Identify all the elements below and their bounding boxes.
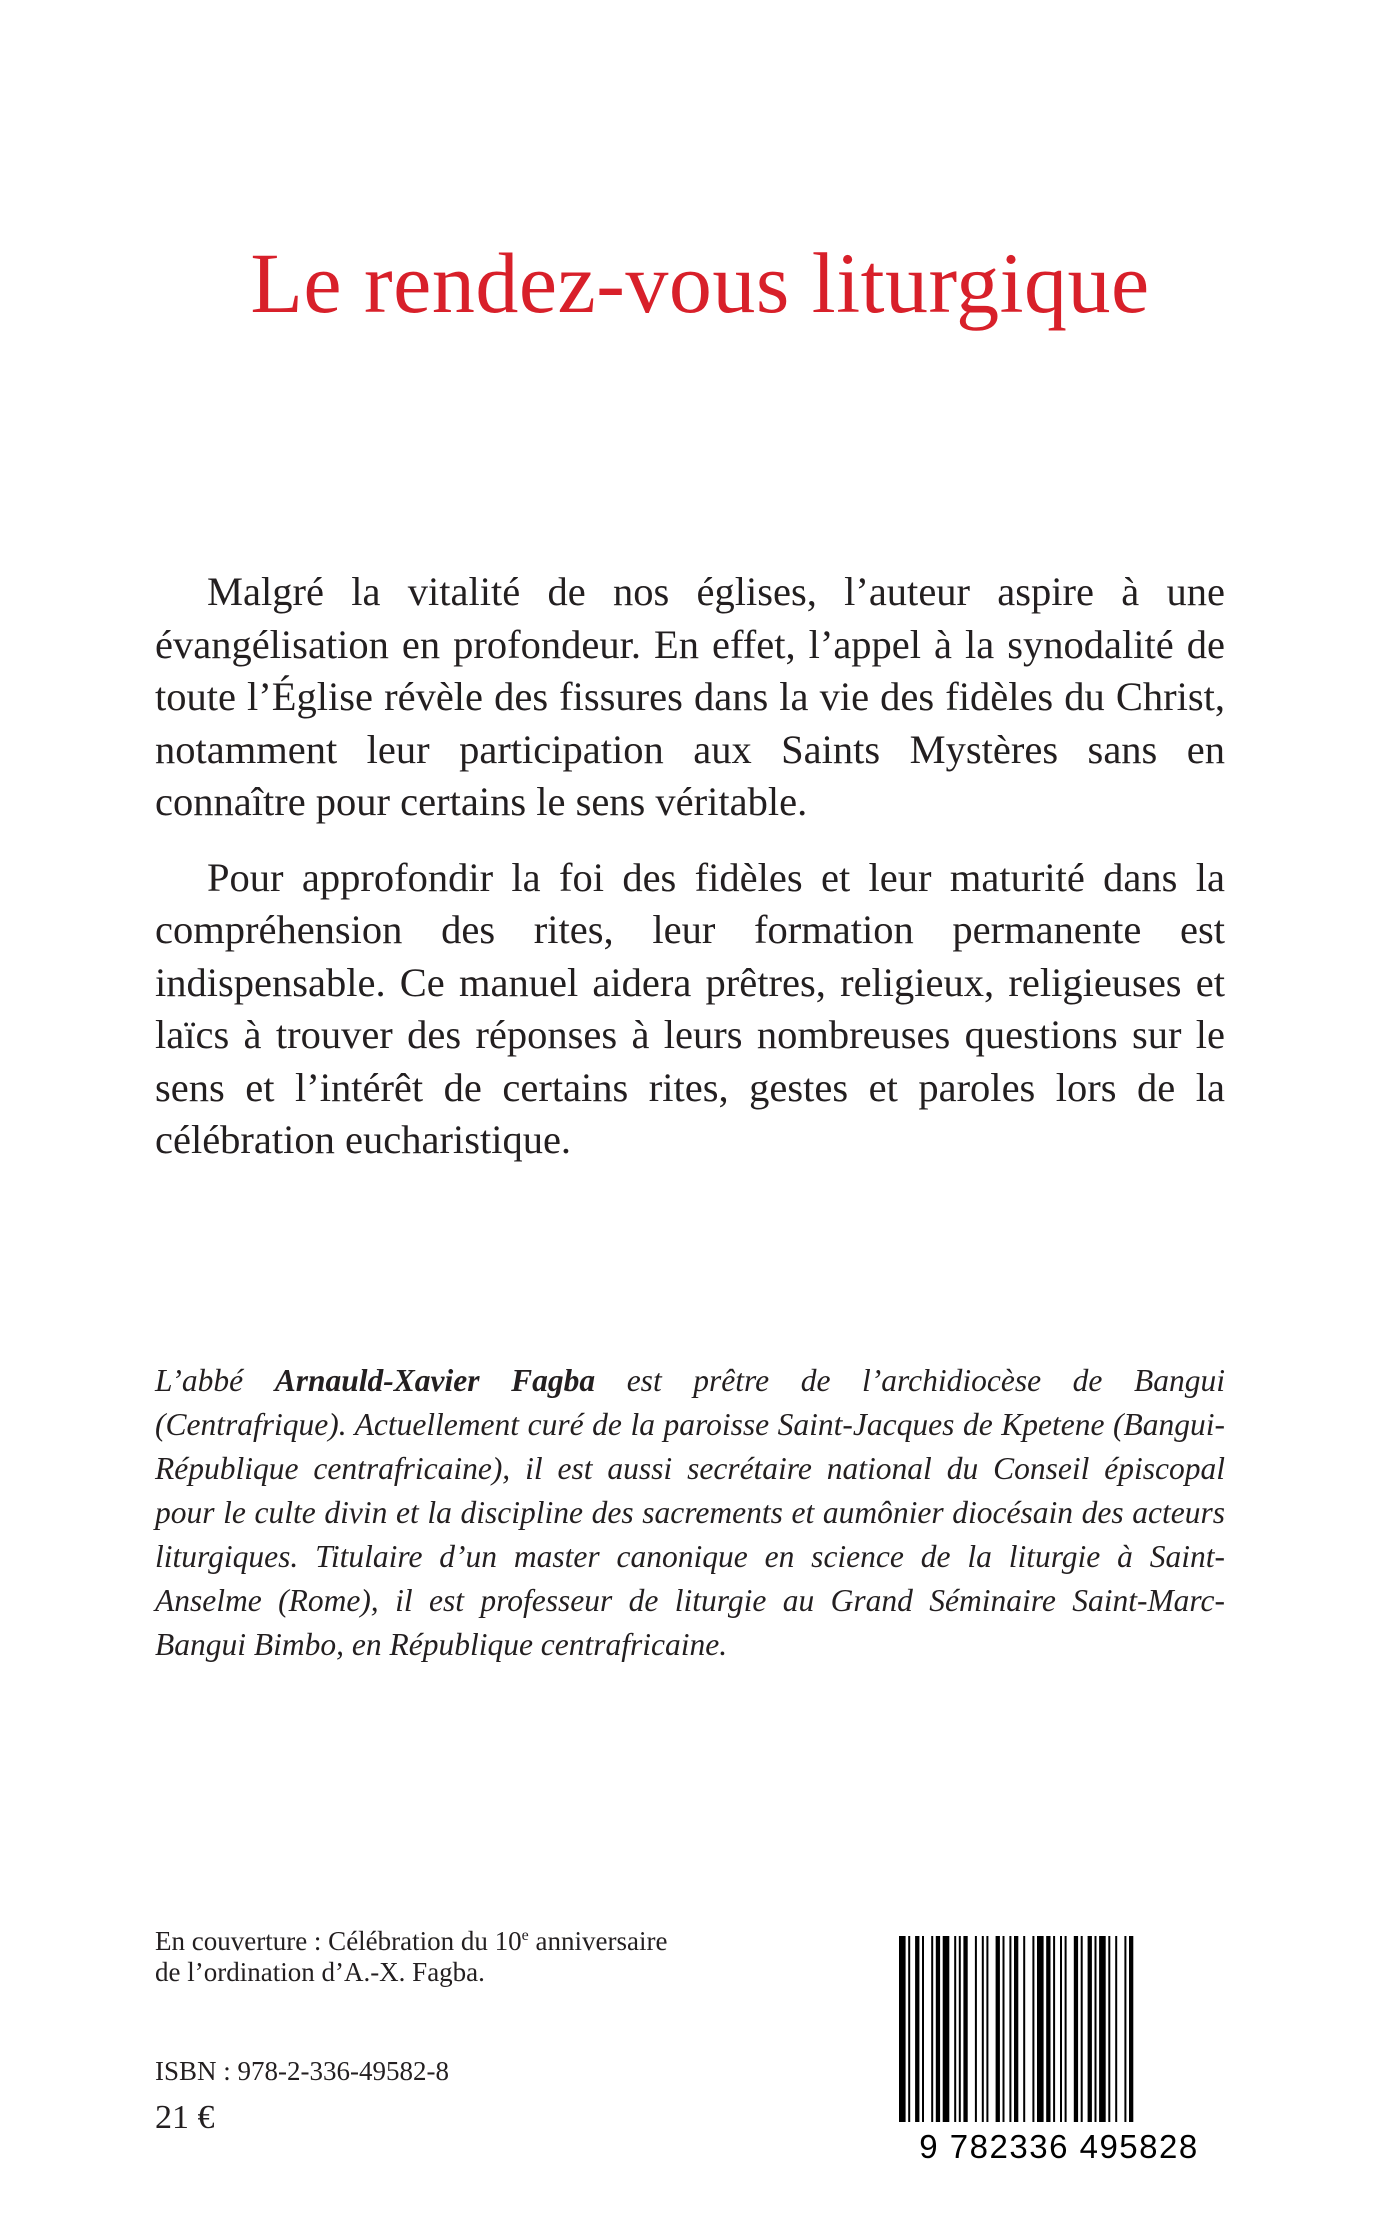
barcode-bar <box>1032 1936 1034 2122</box>
barcode-bar <box>1088 1936 1092 2122</box>
barcode-bar <box>899 1936 906 2122</box>
barcode-bar <box>931 1936 933 2122</box>
barcode-bar <box>1115 1936 1117 2122</box>
barcode-bar <box>1065 1936 1067 2122</box>
barcode-bar <box>954 1936 956 2122</box>
credit-superscript: e <box>521 1927 529 1944</box>
barcode-bar <box>915 1936 919 2122</box>
credit-line-1-end: anniversaire <box>528 1926 668 1956</box>
back-cover-blurb <box>155 566 1225 1167</box>
barcode-bar <box>975 1936 977 2122</box>
barcode-bar <box>1046 1936 1050 2122</box>
barcode-bar <box>1095 1936 1097 2122</box>
barcode-bar <box>922 1936 924 2122</box>
barcode-bar <box>963 1936 967 2122</box>
barcode-bar <box>1023 1936 1025 2122</box>
barcode-bars <box>899 1936 1133 2122</box>
barcode-bar <box>1099 1936 1106 2122</box>
credit-line-1-start: En couverture : Célébration du 10 <box>155 1926 522 1956</box>
barcode-bar <box>1003 1936 1005 2122</box>
barcode-bar <box>982 1936 984 2122</box>
barcode-bar <box>1037 1936 1044 2122</box>
author-name: Arnauld-Xavier Fagba <box>274 1363 596 1398</box>
barcode <box>893 1936 1225 2166</box>
cover-photo-credit <box>155 1926 715 1988</box>
barcode-bar <box>1081 1936 1083 2122</box>
barcode-bar <box>1014 1936 1018 2122</box>
barcode-bar <box>986 1936 988 2122</box>
author-bio-prefix: L’abbé <box>155 1363 275 1398</box>
credit-line-2: de l’ordination d’A.-X. Fagba. <box>155 1957 485 1987</box>
barcode-bar <box>1074 1936 1078 2122</box>
barcode-bar <box>1060 1936 1062 2122</box>
author-bio <box>155 1359 1225 1667</box>
barcode-bar <box>936 1936 940 2122</box>
blurb-paragraph-1: Malgré la vitalité de nos églises, l’auteur aspire à une évangélisation en profondeur. En effet, l’appel à la synodalité de toute l’Église révèle des fissures dans la vie des fidèles du Christ, notamment leur participation aux Saints Mystères sans en connaître pour certains le sens véritable. <box>155 569 1225 824</box>
barcode-digits: 9 782336 495828 <box>919 2128 1199 2165</box>
blurb-paragraph-2: Pour approfondir la foi des fidèles et leur maturité dans la compréhension des rites, leur formation permanente est indispensable. Ce manuel aidera prêtres, religieux, religieuses et laïcs à trouver des réponses à leurs nombreuses questions sur le sens et l’intérêt de certains rites, gestes et paroles lors de la célébration eucharistique. <box>155 854 1225 1162</box>
barcode-bar <box>959 1936 961 2122</box>
barcode-bar <box>1108 1936 1110 2122</box>
barcode-bar <box>908 1936 910 2122</box>
price: 21 € <box>155 2099 215 2136</box>
barcode-bar <box>1124 1936 1126 2122</box>
author-bio-text: est prêtre de l’archidiocèse de Bangui (Centrafrique). Actuellement curé de la paroisse Saint-Jacques de Kpetene (Bangui-République centrafricaine), il est aussi secrétaire national du Conseil épiscopal pour le culte divin et la discipline des sacrements et aumônier diocésain des acteurs liturgiques. Titulaire d’un master canonique en science de la liturgie à Saint-Anselme (Rome), il est professeur de liturgie au Grand Séminaire Saint-Marc-Bangui Bimbo, en République centrafricaine. <box>155 1363 1226 1662</box>
barcode-bar <box>943 1936 950 2122</box>
barcode-bar <box>1129 1936 1133 2122</box>
barcode-bar <box>1009 1936 1011 2122</box>
isbn-number: ISBN : 978-2-336-49582-8 <box>155 2056 449 2086</box>
book-title: Le rendez-vous liturgique <box>250 235 1150 331</box>
barcode-bar <box>996 1936 1000 2122</box>
barcode-bar <box>1053 1936 1055 2122</box>
